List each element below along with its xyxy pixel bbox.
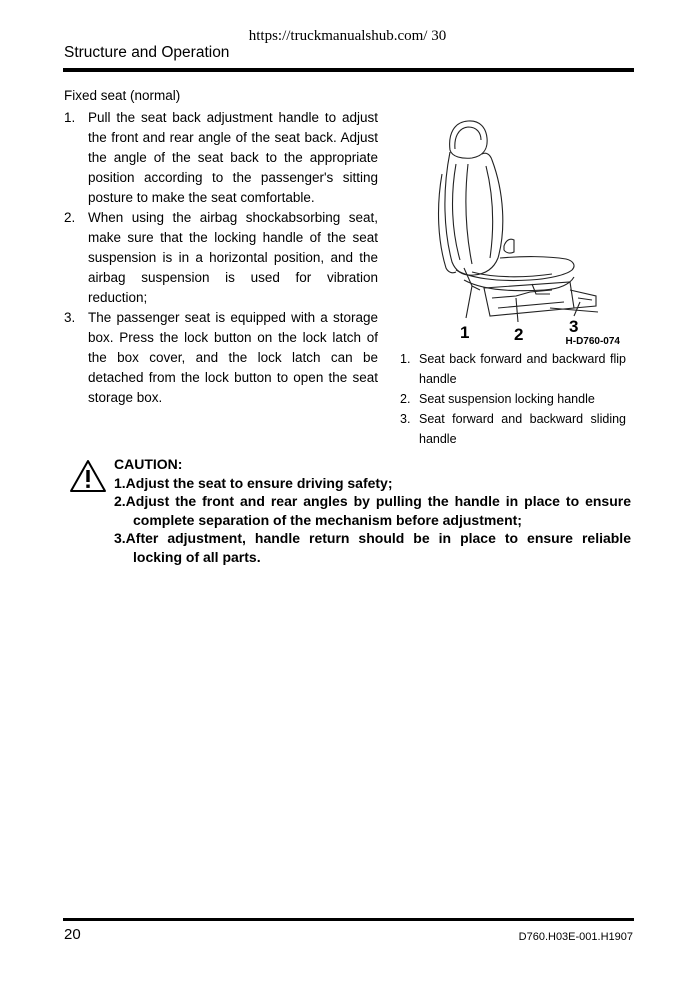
footer-rule bbox=[63, 918, 634, 921]
caution-item: 1.Adjust the seat to ensure driving safety; bbox=[114, 474, 393, 491]
legend-item-text: Seat back forward and backward flip handle bbox=[419, 352, 626, 386]
seat-illustration bbox=[420, 112, 625, 347]
legend-item-number: 3. bbox=[400, 412, 411, 426]
figure-code: H-D760-074 bbox=[565, 336, 620, 347]
callout-3: 3 bbox=[569, 317, 579, 336]
caution-title: CAUTION: bbox=[114, 456, 183, 472]
caution-item: 3.After adjustment, handle return should be in place to ensure reliable locking of all parts. bbox=[114, 530, 631, 565]
legend-item bbox=[400, 409, 626, 449]
legend-item-text: Seat forward and backward sliding handle bbox=[419, 412, 626, 446]
legend-item-text: Seat suspension locking handle bbox=[419, 392, 595, 406]
watermark-url: https://truckmanualshub.com/ 30 bbox=[248, 28, 447, 44]
legend-item bbox=[400, 349, 626, 389]
list-item bbox=[64, 208, 378, 308]
caution-item: 2.Adjust the front and rear angles by pulling the handle in place to ensure complete separation of the mechanism before adjustment; bbox=[114, 493, 631, 528]
section-title: Structure and Operation bbox=[64, 44, 230, 61]
legend-item-number: 2. bbox=[400, 392, 411, 406]
figure-legend bbox=[400, 349, 626, 449]
subheading: Fixed seat (normal) bbox=[64, 88, 181, 103]
callout-1: 1 bbox=[460, 323, 470, 342]
instruction-list bbox=[64, 108, 378, 408]
warning-triangle-icon bbox=[69, 459, 107, 493]
list-item bbox=[64, 108, 378, 208]
caution-block bbox=[114, 455, 631, 566]
list-item-number: 3. bbox=[64, 310, 76, 325]
list-item bbox=[64, 308, 378, 408]
callout-2: 2 bbox=[514, 325, 524, 344]
page-number: 20 bbox=[64, 926, 81, 943]
list-item-text: When using the airbag shockabsorbing seat, make sure that the locking handle of the seat suspension is in a horizontal position, and the airbag suspension is used for vibration reduction; bbox=[88, 210, 378, 305]
list-item-text: The passenger seat is equipped with a storage box. Press the lock button on the lock latch of the box cover, and the lock latch can be detached from the lock button to open the seat storage box. bbox=[88, 310, 378, 405]
legend-item-number: 1. bbox=[400, 352, 411, 366]
list-item-number: 2. bbox=[64, 210, 76, 225]
list-item-text: Pull the seat back adjustment handle to adjust the front and rear angle of the seat back. Adjust the angle of the seat back to the appropriate position according to the passenger's sitting posture to make the seat comfortable. bbox=[88, 110, 378, 205]
header-rule bbox=[63, 68, 634, 72]
document-code: D760.H03E-001.H1907 bbox=[518, 931, 633, 943]
list-item-number: 1. bbox=[64, 110, 76, 125]
legend-item bbox=[400, 389, 626, 409]
